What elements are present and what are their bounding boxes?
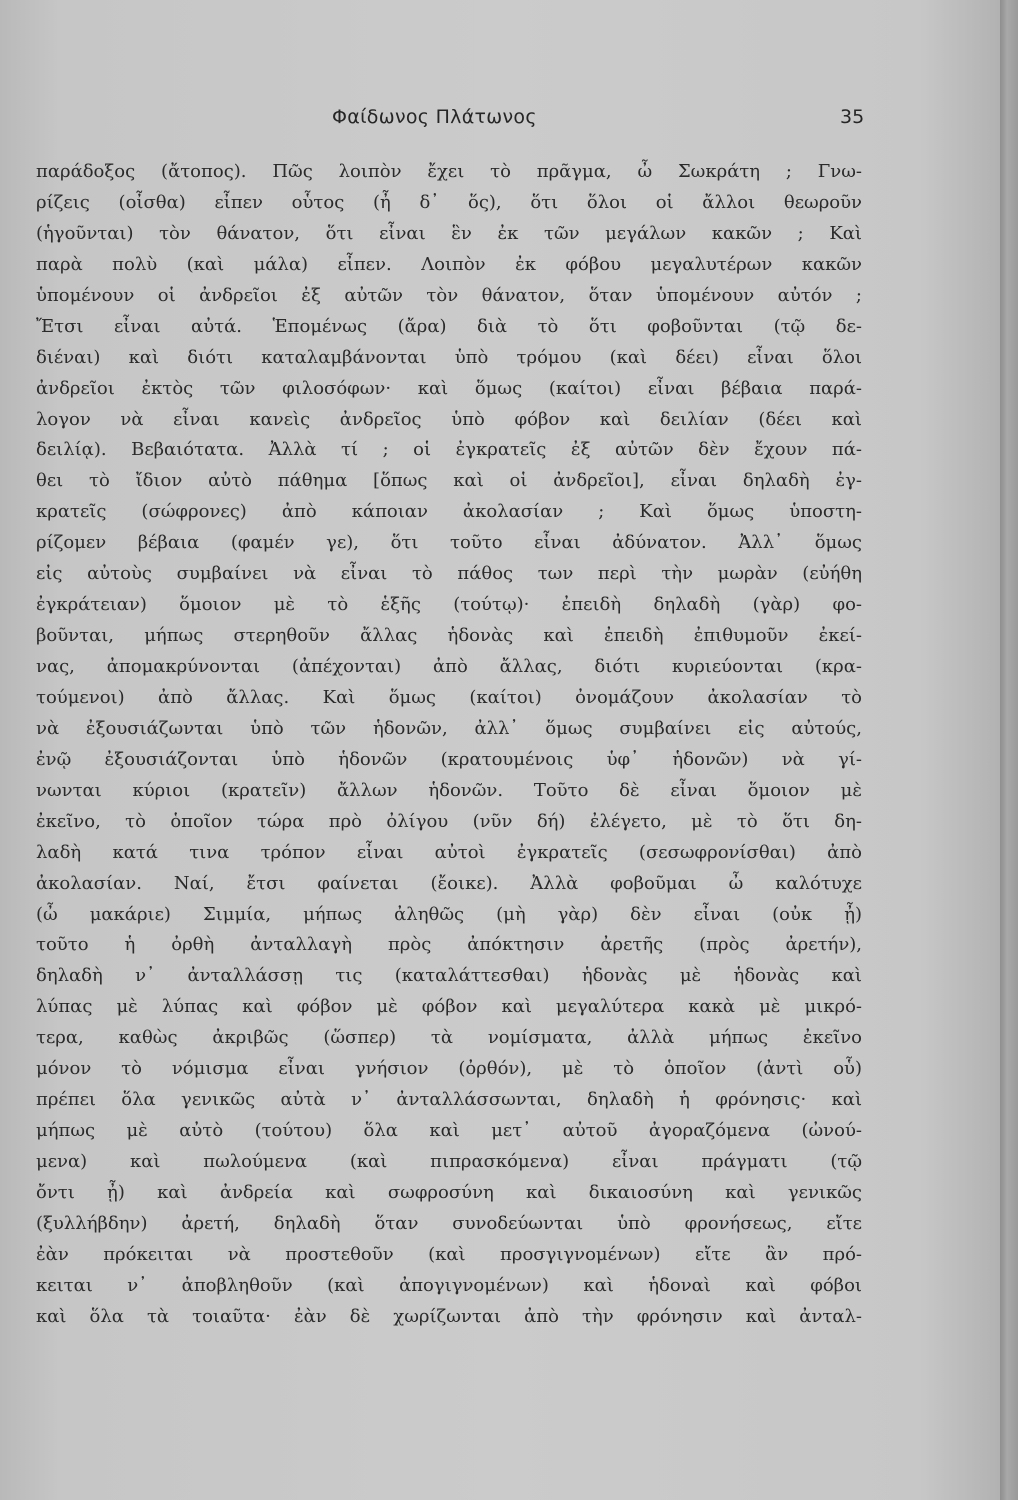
text-line: ἀνδρεῖοι ἐκτὸς τῶν φιλοσόφων· καὶ ὅμως (καίτοι) εἶναι βέβαια παρά- (36, 377, 862, 399)
text-line: ρίζεις (οἶσθα) εἶπεν οὗτος (ἦ δ᾽ ὅς), ὅτι ὅλοι οἱ ἄλλοι θεωροῦν (36, 191, 862, 213)
body-text (36, 157, 862, 1333)
text-line: (ὦ μακάριε) Σιμμία, μήπως ἀληθῶς (μὴ γὰρ) δὲν εἶναι (οὐκ ᾖ) (36, 903, 862, 925)
text-line: ἐὰν πρόκειται νὰ προστεθοῦν (καὶ προσγιγνομένων) εἴτε ἂν πρό- (36, 1243, 862, 1265)
text-line: νας, ἀπομακρύνονται (ἀπέχονται) ἀπὸ ἄλλας, διότι κυριεύονται (κρα- (36, 656, 862, 677)
page-number: 35 (840, 106, 865, 128)
text-line: παρὰ πολὺ (καὶ μάλα) εἶπεν. Λοιπὸν ἐκ φόβου μεγαλυτέρων κακῶν (36, 253, 862, 275)
text-line: ἐνῷ ἐξουσιάζονται ὑπὸ ἡδονῶν (κρατουμένοις ὑφ᾽ ἡδονῶν) νὰ γί- (36, 748, 862, 770)
text-line: ὑπομένουν οἱ ἀνδρεῖοι ἐξ αὐτῶν τὸν θάνατον, ὅταν ὑπομένουν αὐτόν ; (36, 284, 862, 306)
text-line: (ἡγοῦνται) τὸν θάνατον, ὅτι εἶναι ἓν ἐκ τῶν μεγάλων κακῶν ; Καὶ (36, 222, 862, 244)
page-header (0, 106, 1000, 136)
running-title: Φαίδωνος Πλάτωνος (332, 106, 537, 128)
text-line: ἐκεῖνο, τὸ ὁποῖον τώρα πρὸ ὀλίγου (νῦν δή) ἐλέγετο, μὲ τὸ ὅτι δη- (36, 810, 862, 832)
text-line: τούμενοι) ἀπὸ ἄλλας. Καὶ ὅμως (καίτοι) ὀνομάζουν ἀκολασίαν τὸ (36, 686, 862, 708)
text-line: μήπως μὲ αὐτὸ (τούτου) ὅλα καὶ μετ᾽ αὐτοῦ ἀγοραζόμενα (ὠνού- (36, 1120, 862, 1142)
text-line: μενα) καὶ πωλούμενα (καὶ πιπρασκόμενα) εἶναι πράγματι (τῷ (36, 1151, 862, 1172)
text-line: νωνται κύριοι (κρατεῖν) ἄλλων ἡδονῶν. Τοῦτο δὲ εἶναι ὅμοιον μὲ (36, 779, 862, 801)
text-line: Ἔτσι εἶναι αὐτά. Ἑπομένως (ἄρα) διὰ τὸ ὅτι φοβοῦνται (τῷ δε- (36, 315, 862, 337)
page-edge (1000, 0, 1018, 1500)
text-line: λαδὴ κατά τινα τρόπον εἶναι αὐτοὶ ἐγκρατεῖς (σεσωφρονίσθαι) ἀπὸ (36, 841, 862, 863)
text-line: ρίζομεν βέβαια (φαμέν γε), ὅτι τοῦτο εἶναι ἀδύνατον. Ἀλλ᾽ ὅμως (36, 532, 862, 554)
text-line: δειλίᾳ). Βεβαιότατα. Ἀλλὰ τί ; οἱ ἐγκρατεῖς ἐξ αὐτῶν δὲν ἔχουν πά- (36, 439, 862, 461)
text-line: ὄντι ᾖ) καὶ ἀνδρεία καὶ σωφροσύνη καὶ δικαιοσύνη καὶ γενικῶς (36, 1181, 862, 1203)
text-line: ἀκολασίαν. Ναί, ἔτσι φαίνεται (ἔοικε). Ἀλλὰ φοβοῦμαι ὦ καλότυχε (36, 872, 862, 894)
text-line: λογον νὰ εἶναι κανεὶς ἀνδρεῖος ὑπὸ φόβον καὶ δειλίαν (δέει καὶ (36, 408, 862, 430)
text-line: κειται ν᾽ ἀποβληθοῦν (καὶ ἀπογιγνομένων) καὶ ἡδοναὶ καὶ φόβοι (36, 1274, 862, 1296)
text-line: βοῦνται, μήπως στερηθοῦν ἄλλας ἡδονὰς καὶ ἐπειδὴ ἐπιθυμοῦν ἐκεί- (36, 625, 862, 647)
text-line: δηλαδὴ ν᾽ ἀνταλλάσσῃ τις (καταλάττεσθαι) ἡδονὰς μὲ ἡδονὰς καὶ (36, 965, 862, 987)
text-line: εἰς αὐτοὺς συμβαίνει νὰ εἶναι τὸ πάθος των περὶ τὴν μωρὰν (εὐήθη (36, 563, 862, 585)
text-line: λύπας μὲ λύπας καὶ φόβον μὲ φόβον καὶ μεγαλύτερα κακὰ μὲ μικρό- (36, 996, 862, 1018)
text-line: καὶ ὅλα τὰ τοιαῦτα· ἐὰν δὲ χωρίζωνται ἀπὸ τὴν φρόνησιν καὶ ἀνταλ- (36, 1305, 862, 1327)
text-line: διέναι) καὶ διότι καταλαμβάνονται ὑπὸ τρόμου (καὶ δέει) εἶναι ὅλοι (36, 346, 862, 368)
text-line: (ξυλλήβδην) ἀρετή, δηλαδὴ ὅταν συνοδεύωνται ὑπὸ φρονήσεως, εἴτε (36, 1212, 862, 1234)
text-line: ἐγκράτειαν) ὅμοιον μὲ τὸ ἑξῆς (τούτῳ)· ἐπειδὴ δηλαδὴ (γὰρ) φο- (36, 594, 862, 616)
text-line: τερα, καθὼς ἀκριβῶς (ὥσπερ) τὰ νομίσματα, ἀλλὰ μήπως ἐκεῖνο (36, 1027, 862, 1049)
text-line: παράδοξος (ἄτοπος). Πῶς λοιπὸν ἔχει τὸ πρᾶγμα, ὦ Σωκράτη ; Γνω- (36, 161, 862, 182)
text-line: πρέπει ὅλα γενικῶς αὐτὰ ν᾽ ἀνταλλάσσωνται, δηλαδὴ ἡ φρόνησις· καὶ (36, 1089, 862, 1111)
text-line: κρατεῖς (σώφρονες) ἀπὸ κάποιαν ἀκολασίαν ; Καὶ ὅμως ὑποστη- (36, 501, 862, 523)
text-line: μόνον τὸ νόμισμα εἶναι γνήσιον (ὀρθόν), μὲ τὸ ὁποῖον (ἀντὶ οὗ) (36, 1058, 862, 1080)
text-line: τοῦτο ἡ ὀρθὴ ἀνταλλαγὴ πρὸς ἀπόκτησιν ἀρετῆς (πρὸς ἀρετήν), (36, 934, 862, 956)
text-line: θει τὸ ἴδιον αὐτὸ πάθημα [ὅπως καὶ οἱ ἀνδρεῖοι], εἶναι δηλαδὴ ἐγ- (36, 470, 862, 492)
text-line: νὰ ἐξουσιάζωνται ὑπὸ τῶν ἡδονῶν, ἀλλ᾽ ὅμως συμβαίνει εἰς αὐτούς, (36, 717, 862, 739)
